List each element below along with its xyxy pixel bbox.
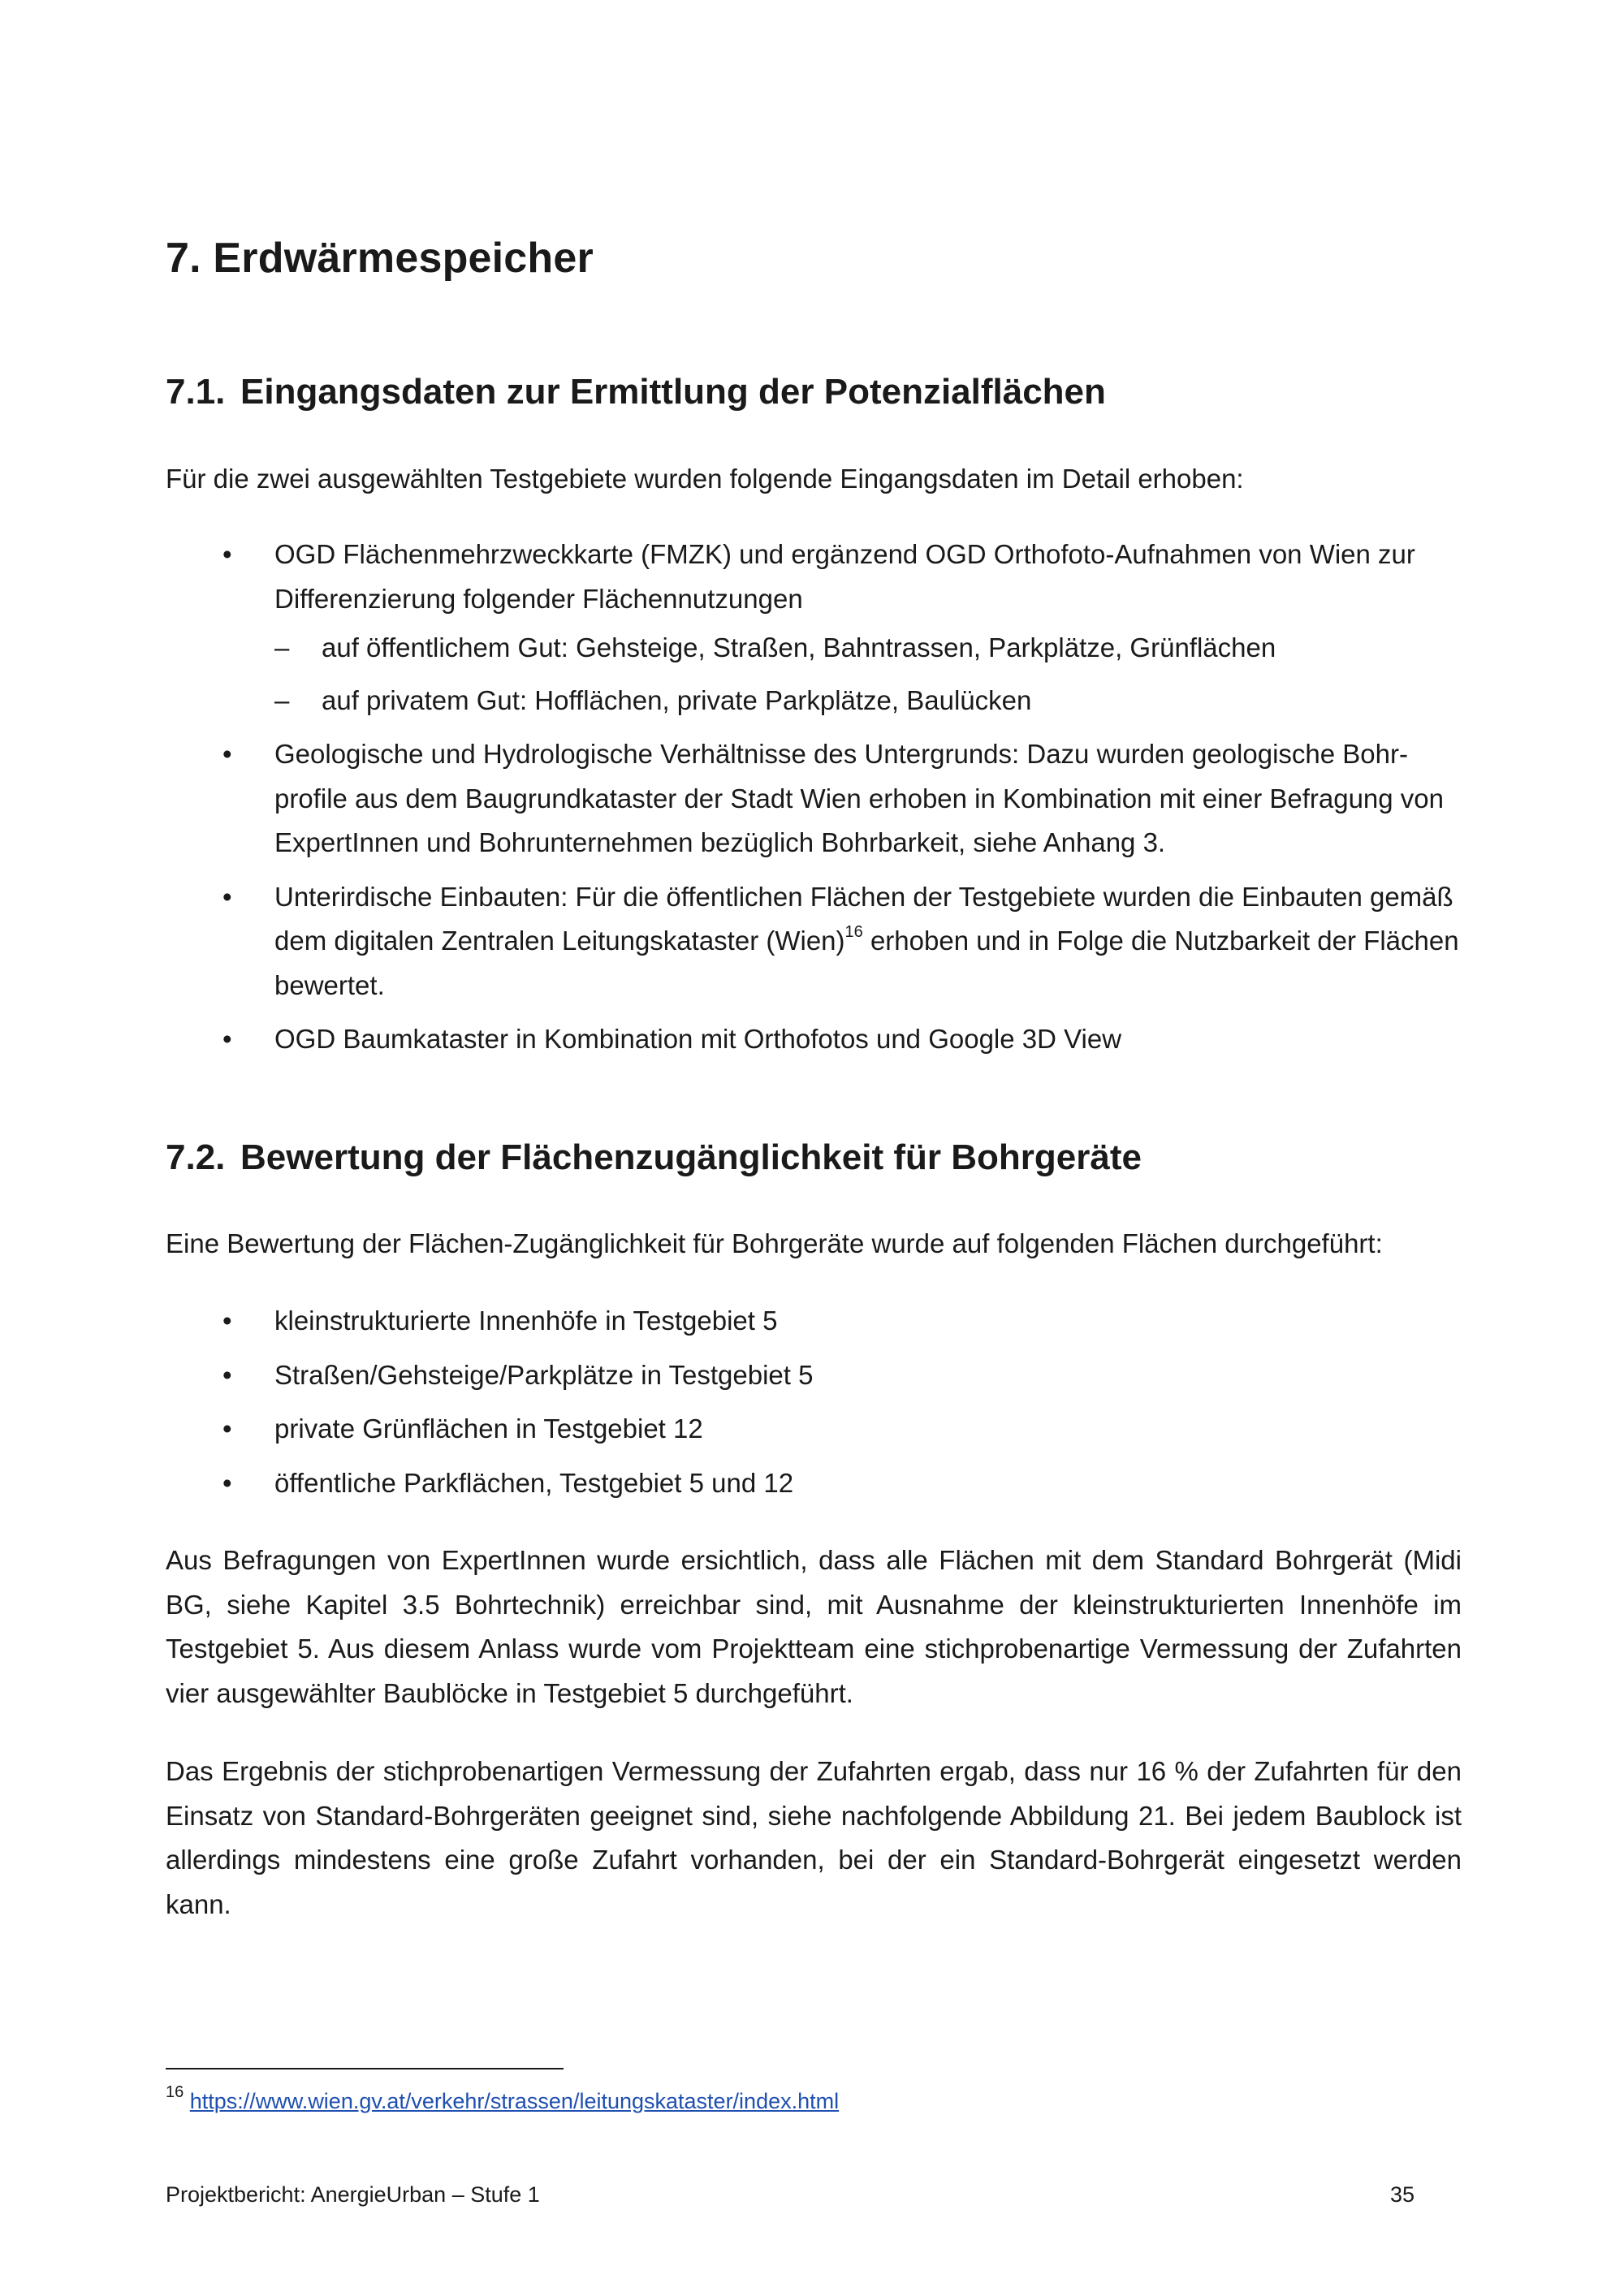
bullet-icon: • (222, 1359, 232, 1390)
list-item-text: Geologische und Hydrologische Verhältnisse des Untergrunds: Dazu wurden geologische Bohrprofile aus dem Baugrundkataster der Stadt Wien erhoben in Kombination mit einer Befragung von ExpertInnen und Bohrunternehmen bezüglich Bohrbarkeit, siehe Anhang 3. (274, 739, 1445, 857)
list-item-text: öffentliche Parkflächen, Testgebiet 5 und 12 (274, 1467, 794, 1498)
list-item-text: Straßen/Gehsteige/Parkplätze in Testgebiet 5 (274, 1359, 814, 1390)
bullet-icon: • (222, 1413, 232, 1444)
sub-list (274, 626, 1462, 723)
list-item (166, 1461, 1462, 1506)
accessibility-list (166, 1299, 1462, 1515)
body-paragraph: Das Ergebnis der stichprobenartigen Vermessung der Zufahrten ergab, dass nur 16 % der Zufahrten für den Einsatz von Standard-Bohrgeräten geeignet sind, siehe nachfolgende Abbildung 21. Bei jedem Baublock ist allerdings mindestens eine große Zufahrt vorhanden, bei der ein Standard-Bohrgerät eingesetzt werden kann. (166, 1756, 1462, 1919)
body-paragraph: Aus Befragungen von ExpertInnen wurde ersichtlich, dass alle Flächen mit dem Standard Bohrgerät (Midi BG, siehe Kapitel 3.5 Bohrtechnik) erreichbar sind, mit Ausnahme der kleinstrukturierten Innenhöfe im Testgebiet 5. Aus diesem Anlass wurde vom Projektteam eine stichprobenartige Vermessung der Zufahrten vier ausgewählter Baublöcke in Testgebiet 5 durchgeführt. (166, 1545, 1462, 1708)
chapter-title: 7. Erdwärmespeicher (166, 235, 594, 282)
section-title: Bewertung der Flächenzugänglichkeit für Bohrgeräte (240, 1137, 1142, 1177)
footer-title: Projektbericht: AnergieUrban – Stufe 1 (166, 2182, 540, 2207)
section-heading-7-2 (166, 1137, 1142, 1178)
list-item-text (274, 882, 1459, 1000)
list-item (166, 732, 1462, 865)
section-number: 7.2. (166, 1137, 226, 1177)
sub-list-item (274, 626, 1462, 671)
input-data-list (166, 533, 1462, 1072)
list-item-text: kleinstrukturierte Innenhöfe in Testgebiet 5 (274, 1306, 778, 1336)
dash-icon: – (274, 684, 290, 715)
list-item (166, 1353, 1462, 1398)
bullet-icon: • (222, 1024, 232, 1054)
section-number: 7.1. (166, 372, 226, 412)
text-fragment: erhoben und in Folge die Nutzbarkeit der Flächen bewertet. (274, 926, 1459, 1000)
list-item-text: OGD Baumkataster in Kombination mit Orthofotos und Google 3D View (274, 1024, 1122, 1054)
list-item (166, 1299, 1462, 1344)
footnote (166, 2085, 839, 2117)
dash-icon: – (274, 632, 290, 662)
sub-list-item (274, 679, 1462, 723)
section-title: Eingangsdaten zur Ermittlung der Potenzialflächen (240, 372, 1106, 412)
list-item-text: OGD Flächenmehrzweckkarte (FMZK) und ergänzend OGD Orthofoto-Aufnahmen von Wien zur Differenzierung folgender Flächennutzungen (274, 539, 1415, 614)
bullet-icon: • (222, 539, 232, 569)
footnote-divider (166, 2068, 564, 2069)
list-item-text: private Grünflächen in Testgebiet 12 (274, 1413, 703, 1444)
bullet-icon: • (222, 881, 232, 912)
section-intro: Eine Bewertung der Flächen-Zugänglichkeit für Bohrgeräte wurde auf folgenden Flächen durchgeführt: (166, 1228, 1383, 1258)
list-item (166, 875, 1462, 1008)
footnote-mark: 16 (166, 2083, 184, 2101)
list-item (166, 533, 1462, 723)
section-intro: Für die zwei ausgewählten Testgebiete wurden folgende Eingangsdaten im Detail erhoben: (166, 464, 1244, 494)
page-number: 35 (1390, 2182, 1415, 2207)
section-heading-7-1 (166, 372, 1106, 412)
bullet-icon: • (222, 1467, 232, 1498)
bullet-icon: • (222, 1306, 232, 1336)
sub-list-item-text: auf öffentlichem Gut: Gehsteige, Straßen, Bahntrassen, Parkplätze, Grünflächen (322, 632, 1276, 662)
bullet-icon: • (222, 739, 232, 769)
footnote-link[interactable]: https://www.wien.gv.at/verkehr/strassen/leitungskataster/index.html (189, 2089, 840, 2113)
list-item (166, 1407, 1462, 1452)
text-fragment: Unterirdische Einbauten: Für die öffentlichen Flächen der Testgebiete wurden die Einbauten gemäß dem digitalen Zentralen Leitungskataster (Wien) (274, 881, 1453, 956)
sub-list-item-text: auf privatem Gut: Hofflächen, private Parkplätze, Baulücken (322, 684, 1032, 715)
list-item (166, 1017, 1462, 1062)
footnote-reference[interactable]: 16 (844, 923, 863, 941)
